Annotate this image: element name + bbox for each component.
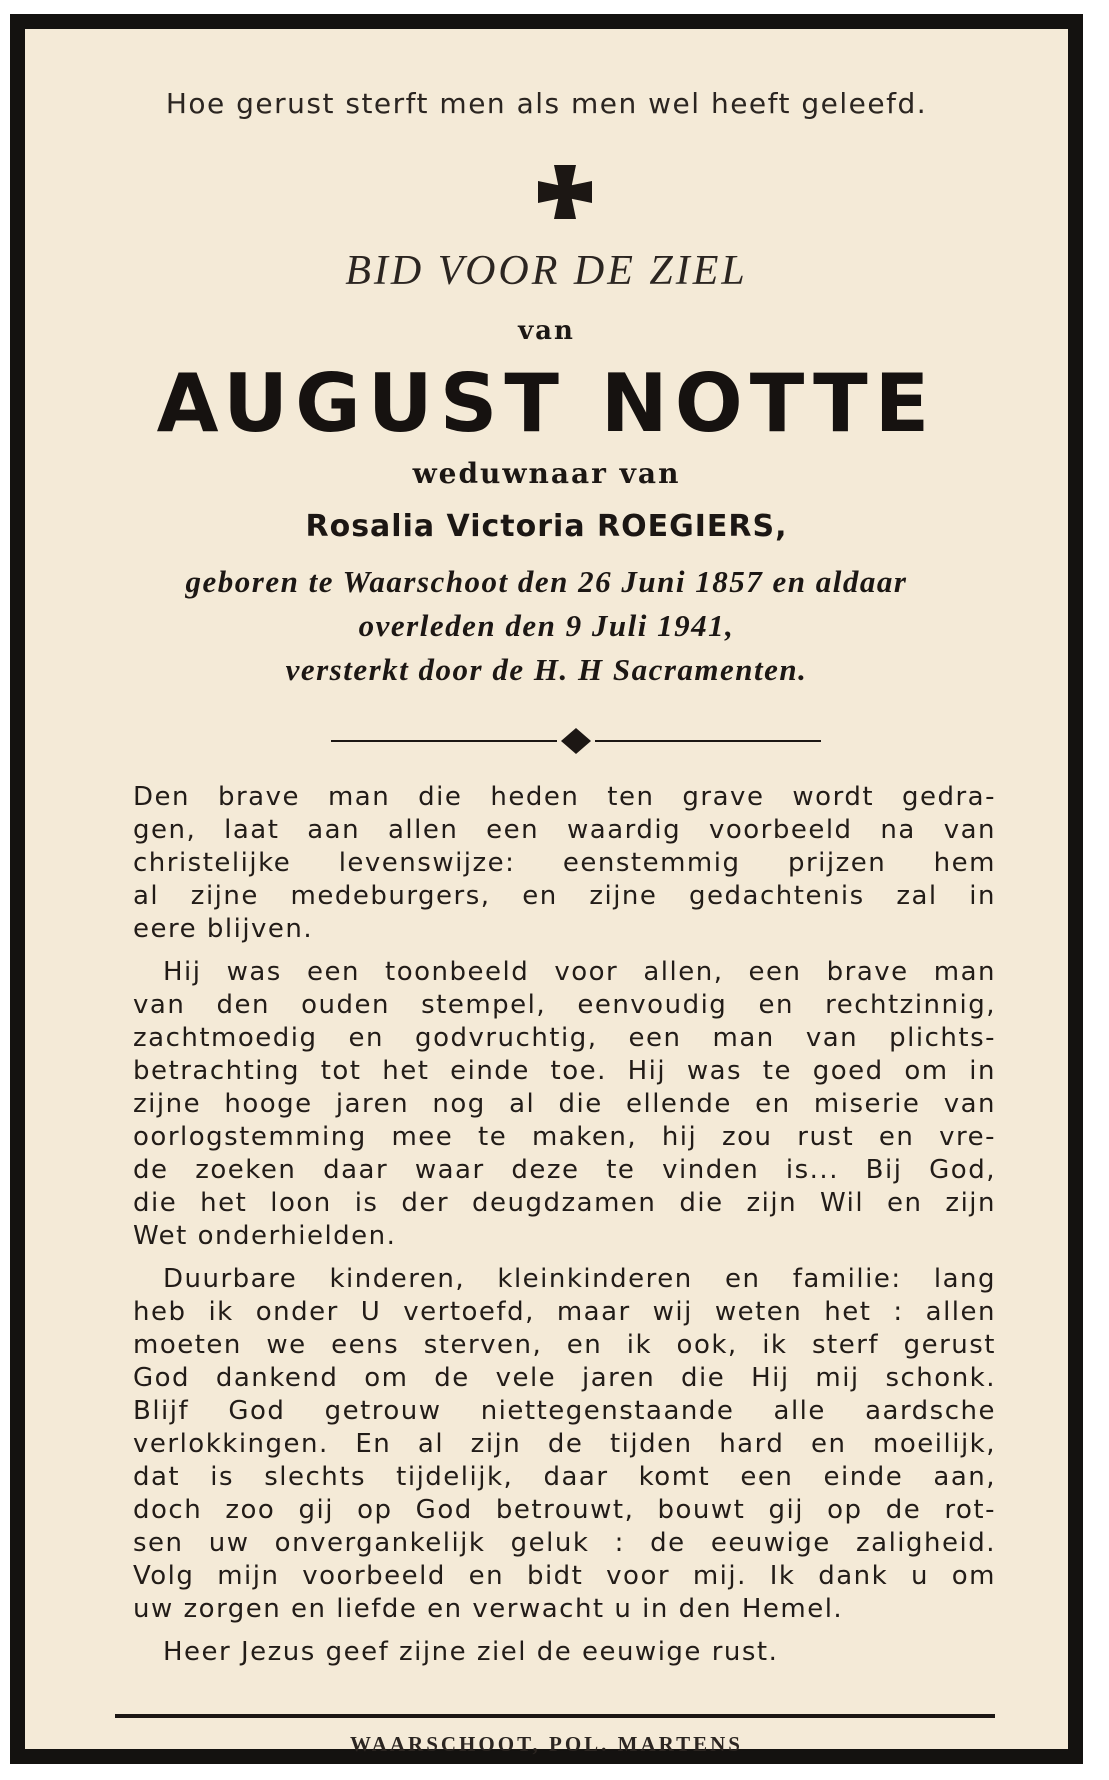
text-line: christelijke levenswijze: eenstemmig prijzen hem xyxy=(133,848,996,878)
closing-prayer: Heer Jezus geef zijne ziel de eeuwige rust. xyxy=(163,1637,779,1667)
bottom-rule xyxy=(115,1714,995,1718)
text-line: gen, laat aan allen een waardig voorbeeld na van xyxy=(133,815,996,845)
text-line: al zijne medeburgers, en zijne gedachtenis zal in xyxy=(133,881,996,911)
memorial-text xyxy=(133,781,996,1669)
text-line: Duurbare kinderen, kleinkinderen en familie: lang xyxy=(163,1264,996,1294)
cross-pattee-icon xyxy=(534,161,596,223)
text-line: die het loon is der deugdzamen die zijn Wil en zijn xyxy=(133,1188,996,1218)
paragraph-3 xyxy=(133,1263,996,1626)
deceased-name: AUGUST NOTTE xyxy=(156,357,937,450)
text-line: Hij was een toonbeeld voor allen, een brave man xyxy=(163,957,996,987)
text-line: dat is slechts tijdelijk, daar komt een einde aan, xyxy=(133,1462,996,1492)
text-line: oorlogstemming mee te maken, hij zou rust en vre- xyxy=(133,1122,996,1152)
text-line: God dankend om de vele jaren die Hij mij schonk. xyxy=(133,1363,996,1393)
relation-label: weduwnaar van xyxy=(412,457,681,490)
paragraph-2 xyxy=(133,956,996,1253)
prayer-heading: BID VOOR DE ZIEL xyxy=(345,248,748,294)
spouse-name: Rosalia Victoria ROEGIERS, xyxy=(305,509,788,544)
text-line: Volg mijn voorbeeld en bidt voor mij. Ik dank u om xyxy=(133,1561,996,1591)
birth-line: geboren te Waarschoot den 26 Juni 1857 en aldaar xyxy=(185,564,908,599)
text-line: eere blijven. xyxy=(133,914,314,944)
text-line: uw zorgen en liefde en verwacht u in den Hemel. xyxy=(133,1594,844,1624)
motto: Hoe gerust sterft men als men wel heeft geleefd. xyxy=(165,87,928,120)
memorial-card xyxy=(10,14,1083,1764)
death-line: overleden den 9 Juli 1941, xyxy=(358,608,735,643)
text-line: Den brave man die heden ten grave wordt gedra- xyxy=(133,782,996,812)
printer-imprint: WAARSCHOOT, POL. MARTENS xyxy=(350,1732,743,1756)
text-line: heb ik onder U vertoefd, maar wij weten het : allen xyxy=(133,1297,996,1327)
text-line: zachtmoedig en godvruchtig, een man van plichts- xyxy=(133,1023,996,1053)
sacraments-line: versterkt door de H. H Sacramenten. xyxy=(285,652,808,687)
text-line: doch zoo gij op God betrouwt, bouwt gij op de rot- xyxy=(133,1495,996,1525)
text-line: van den ouden stempel, eenvoudig en rechtzinnig, xyxy=(133,990,996,1020)
text-line: Wet onderhielden. xyxy=(133,1221,397,1251)
text-line: de zoeken daar waar deze te vinden is... Bij God, xyxy=(133,1155,996,1185)
paragraph-1 xyxy=(133,781,996,946)
card-inner xyxy=(25,29,1068,1756)
diamond-ornament-icon xyxy=(331,726,821,756)
of-label: van xyxy=(518,316,575,346)
text-line: sen uw onvergankelijk geluk : de eeuwige zaligheid. xyxy=(133,1528,996,1558)
text-line: verlokkingen. En al zijn de tijden hard en moeilijk, xyxy=(133,1429,996,1459)
text-line: zijne hooge jaren nog al die ellende en miserie van xyxy=(133,1089,996,1119)
text-line: moeten we eens sterven, en ik ook, ik sterf gerust xyxy=(133,1330,996,1360)
text-line: betrachting tot het einde toe. Hij was te goed om in xyxy=(133,1056,996,1086)
text-line: Blijf God getrouw niettegenstaande alle aardsche xyxy=(133,1396,996,1426)
